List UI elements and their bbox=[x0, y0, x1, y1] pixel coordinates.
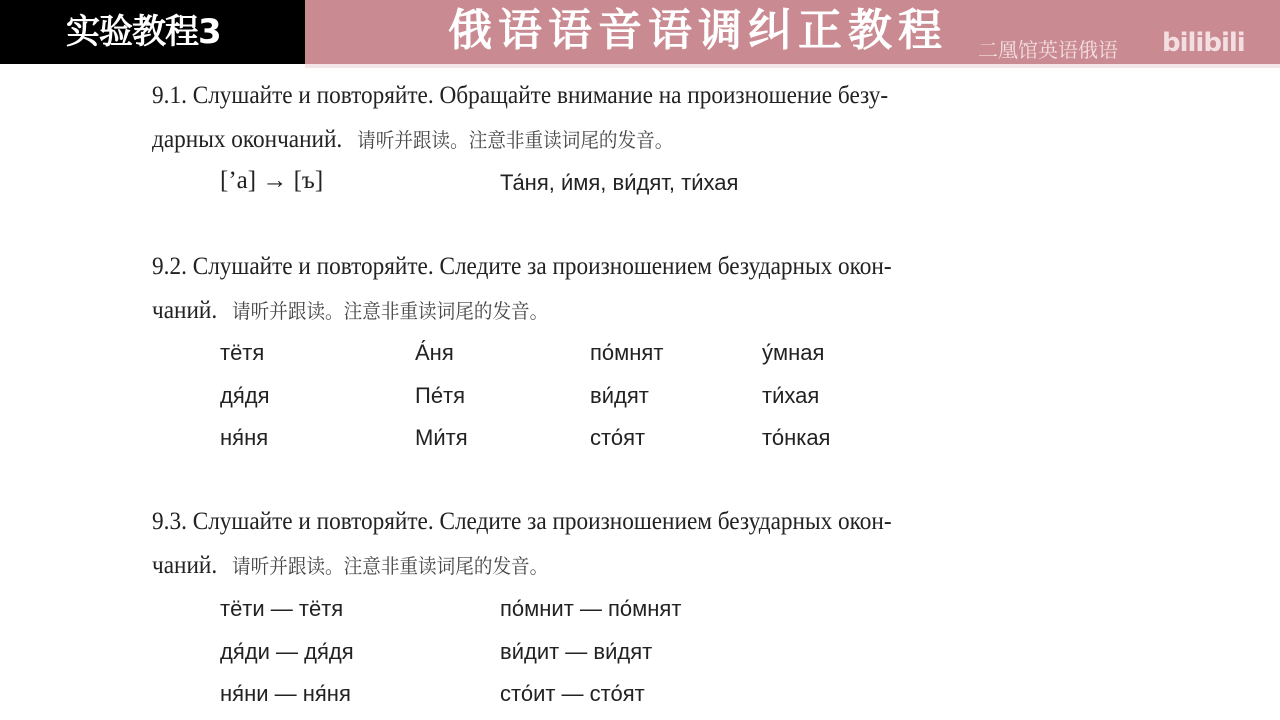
ex1-instruction-cont bbox=[152, 124, 673, 154]
ex3-instruction-end: чаний. bbox=[152, 552, 218, 579]
ex2-instruction-end: чаний. bbox=[152, 297, 218, 324]
word: сто́ит — сто́ят bbox=[500, 681, 645, 706]
ex3-instruction-cont bbox=[152, 550, 548, 580]
word: Ми́тя bbox=[415, 425, 468, 450]
ex2-instruction-cont bbox=[152, 295, 548, 325]
word: тётя bbox=[220, 340, 265, 365]
word: ти́хая bbox=[762, 382, 820, 408]
word: ви́дит — ви́дят bbox=[500, 638, 653, 664]
ex2-chinese: 请听并跟读。注意非重读词尾的发音。 bbox=[232, 299, 549, 323]
ex3-chinese: 请听并跟读。注意非重读词尾的发音。 bbox=[232, 554, 549, 578]
word: Пе́тя bbox=[415, 382, 466, 408]
ex1-phonetic: [’a] → [ъ] bbox=[220, 167, 324, 194]
word: дя́ди — дя́дя bbox=[220, 638, 354, 664]
course-title: 俄语语音语调纠正教程 bbox=[448, 5, 948, 56]
word: у́мная bbox=[762, 340, 825, 365]
ex2-instruction: 9.2. Слушайте и повторяйте. Следите за произношением безударных окон- bbox=[152, 253, 892, 280]
ex1-words: Та́ня, и́мя, ви́дят, ти́хая bbox=[500, 170, 739, 195]
watermark: 二凰馆英语俄语 bbox=[978, 38, 1118, 62]
word: ви́дят bbox=[590, 382, 649, 408]
word: ня́ня bbox=[220, 425, 269, 450]
ex1-instruction: 9.1. Слушайте и повторяйте. Обращайте внимание на произношение безу- bbox=[152, 82, 889, 109]
ex1-chinese: 请听并跟读。注意非重读词尾的发音。 bbox=[357, 128, 674, 152]
ex3-instruction: 9.3. Слушайте и повторяйте. Следите за произношением безударных окон- bbox=[152, 508, 892, 535]
bilibili-logo: bilibili bbox=[1162, 28, 1245, 58]
word: сто́ят bbox=[590, 425, 646, 450]
word: дя́дя bbox=[220, 382, 270, 408]
word: по́мнит — по́мнят bbox=[500, 596, 682, 621]
ex1-instruction-end: дарных окончаний. bbox=[152, 126, 343, 153]
word: тёти — тётя bbox=[220, 596, 344, 621]
word: ня́ни — ня́ня bbox=[220, 681, 351, 706]
lesson-label: 实验教程3 bbox=[0, 0, 305, 64]
word: то́нкая bbox=[762, 425, 831, 450]
header-divider bbox=[305, 64, 1280, 68]
word: по́мнят bbox=[590, 340, 664, 365]
word: А́ня bbox=[415, 340, 454, 365]
